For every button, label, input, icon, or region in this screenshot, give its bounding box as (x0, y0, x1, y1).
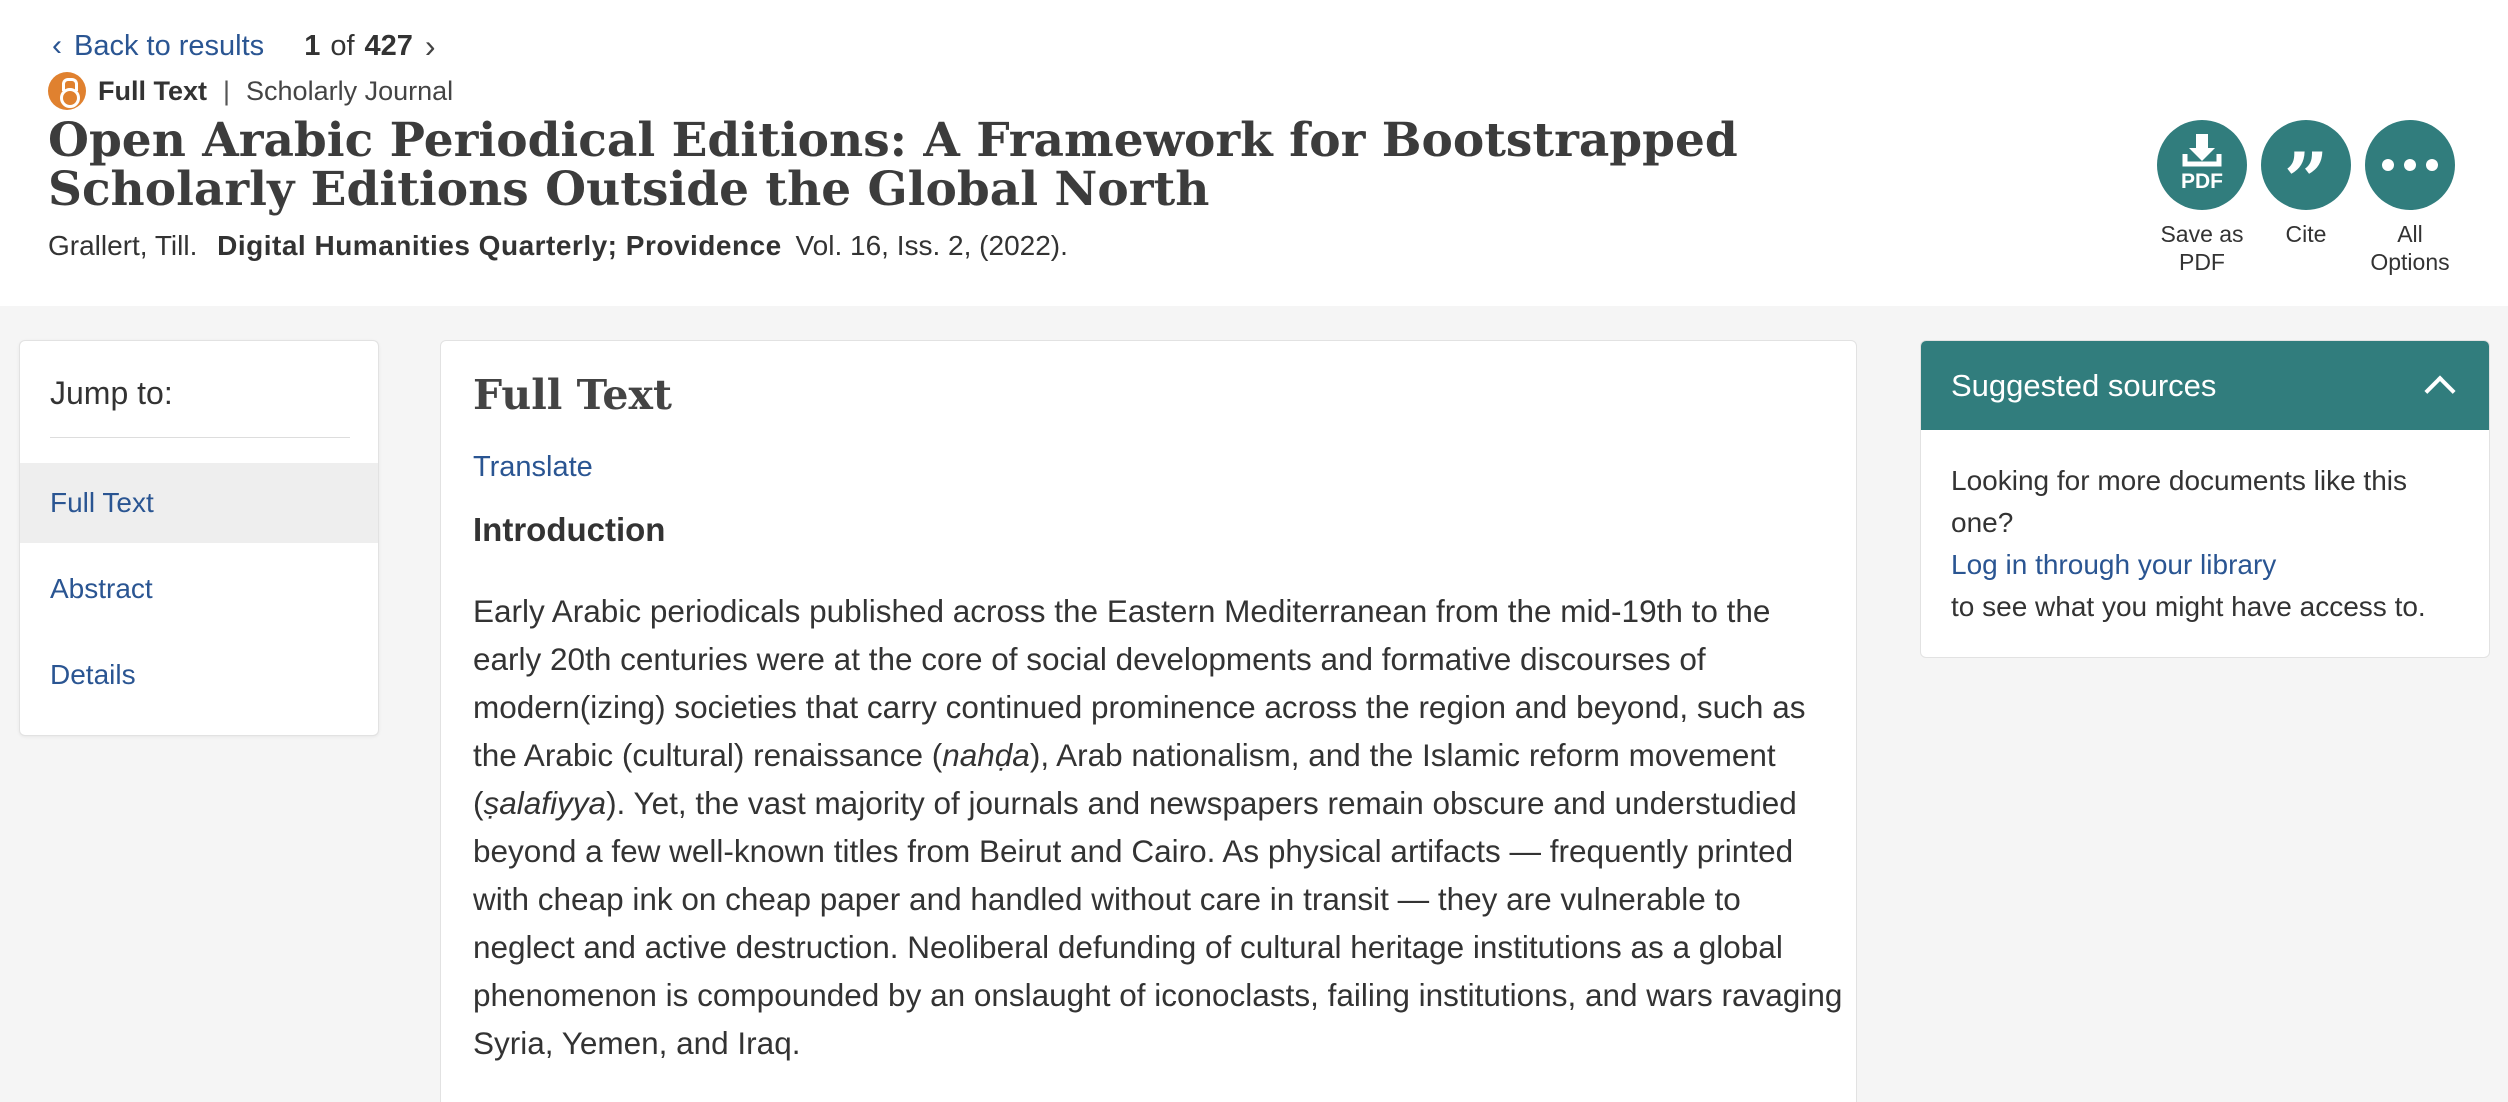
chevron-up-icon[interactable] (2424, 375, 2455, 406)
chevron-right-icon[interactable]: › (424, 27, 436, 64)
full-text-label: Full Text (98, 75, 208, 106)
document-title: Open Arabic Periodical Editions: A Framework for Bootstrapped Scholarly Editions Outside the Global North (48, 113, 1738, 217)
source-type-label: Scholarly Journal (246, 75, 454, 106)
document-header (0, 0, 2508, 306)
suggested-access-text: to see what you might have access to. (1951, 591, 2426, 622)
term-salafiyya: ṣalafiyya (483, 785, 607, 821)
back-to-results-label: Back to results (74, 29, 265, 62)
jump-to-title: Jump to: (50, 375, 173, 411)
divider (50, 437, 350, 438)
suggested-sources-panel (1920, 340, 2490, 658)
jump-to-panel (19, 340, 379, 736)
all-options-button[interactable] (2358, 120, 2462, 276)
cite-button[interactable] (2254, 120, 2358, 276)
more-dots-icon (2377, 159, 2443, 171)
download-pdf-icon (2157, 120, 2247, 210)
introduction-heading: Introduction (473, 511, 666, 548)
suggested-sources-body (1921, 430, 2489, 628)
citation-byline (48, 230, 1068, 262)
all-options-label: All Options (2370, 221, 2450, 275)
result-pager (304, 28, 435, 65)
current-result-number: 1 (304, 29, 321, 62)
translate-link[interactable]: Translate (473, 451, 593, 483)
chevron-left-icon: ‹ (52, 29, 62, 62)
term-nahda: nahḍa (942, 737, 1030, 773)
body-paragraph: Early Arabic periodicals published across the Eastern Mediterranean from the mid-19th to the early 20th centuries were at the core of social developments and formative discourses of modern(izing) societies that carry continued prominence across the region and beyond, such as the Arabic (cultural) renaissance (nahḍa), Arab nationalism, and the Islamic reform movement (ṣalafiyya). Yet, the vast majority of journals and newspapers remain obscure and understudied beyond a few well-known titles from Beirut and Cairo. As physical artifacts — frequently printed with cheap ink on cheap paper and handled without care in transit — they are vulnerable to neglect and active destruction. Neoliberal defunding of cultural heritage institutions as a global phenomenon is compounded by an onslaught of iconoclasts, failing institutions, and wars ravaging Syria, Yemen, and Iraq. (473, 593, 1843, 1061)
full-text-card (440, 340, 1857, 1102)
type-separator: | (223, 75, 231, 106)
pdf-icon-text: PDF (2181, 170, 2223, 193)
result-navigation (52, 24, 436, 68)
cite-label: Cite (2285, 221, 2327, 247)
section-title: Full Text (473, 371, 672, 419)
document-type-row (48, 70, 453, 112)
suggested-sources-header[interactable] (1921, 341, 2489, 430)
save-as-pdf-label: Save as PDF (2160, 221, 2244, 275)
journal-name: Digital Humanities Quarterly; Providence (217, 230, 782, 261)
open-access-icon (48, 72, 86, 110)
jump-item-full-text[interactable]: Full Text (20, 463, 378, 543)
library-login-link[interactable]: Log in through your library (1951, 549, 2277, 580)
pager-of-label: of (330, 29, 355, 62)
suggested-intro-text: Looking for more documents like this one? (1951, 465, 2407, 538)
back-to-results-link[interactable] (52, 29, 264, 63)
document-actions (2150, 120, 2462, 276)
quote-icon: ” (2283, 136, 2329, 227)
suggested-sources-title: Suggested sources (1951, 367, 2217, 403)
author-name: Grallert, Till. (48, 230, 198, 261)
jump-item-details[interactable]: Details (50, 659, 136, 690)
jump-item-abstract[interactable]: Abstract (50, 573, 153, 604)
volume-info: Vol. 16, Iss. 2, (2022). (795, 230, 1068, 261)
total-results-number: 427 (364, 29, 413, 62)
save-as-pdf-button[interactable] (2150, 120, 2254, 276)
